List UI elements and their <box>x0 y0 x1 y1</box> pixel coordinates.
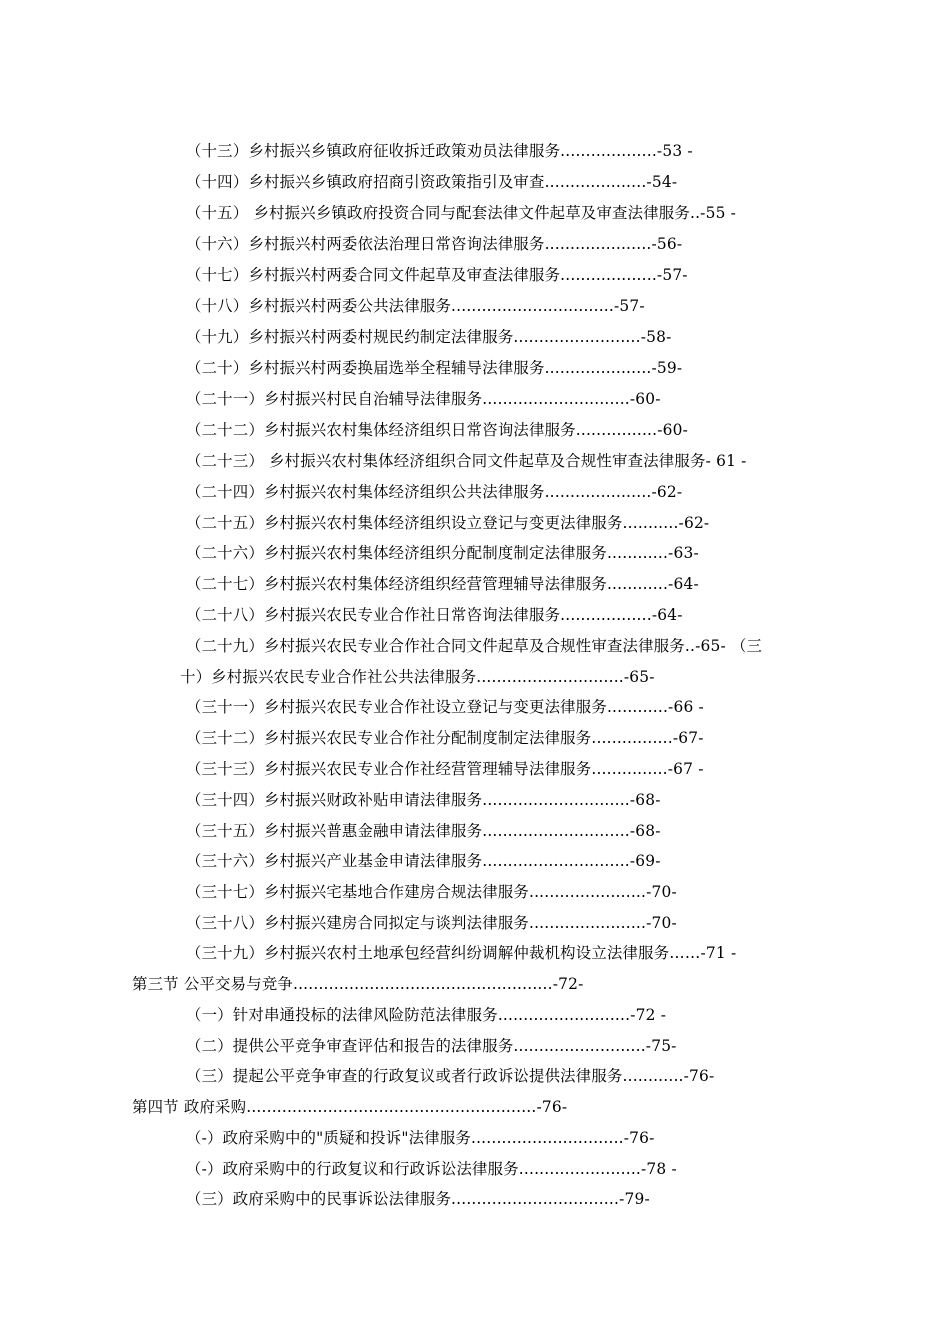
toc-entry[interactable]: （二十四）乡村振兴农村集体经济组织公共法律服务.....................-62- <box>186 483 683 501</box>
toc-entry[interactable]: （十四）乡村振兴乡镇政府招商引资政策指引及审查....................-54- <box>186 173 678 191</box>
toc-entry[interactable]: （三）提起公平竞争审查的行政复议或者行政诉讼提供法律服务............-76- <box>186 1067 715 1085</box>
toc-entry[interactable]: （二十一）乡村振兴村民自治辅导法律服务.............................-60- <box>186 390 661 408</box>
toc-entry[interactable]: （十五） 乡村振兴乡镇政府投资合同与配套法律文件起草及审查法律服务..-55 - <box>186 204 737 222</box>
toc-entry[interactable]: （十九）乡村振兴村两委村规民约制定法律服务.........................-58- <box>186 328 672 346</box>
toc-entry[interactable]: （三十六）乡村振兴产业基金申请法律服务.............................-69- <box>186 852 661 870</box>
toc-entry[interactable]: （三十九）乡村振兴农村土地承包经营纠纷调解仲裁机构设立法律服务……-71 - <box>186 944 737 962</box>
toc-entry[interactable]: （二）提供公平竞争审查评估和报告的法律服务..........................-75- <box>186 1037 677 1055</box>
toc-entry[interactable]: （二十二）乡村振兴农村集体经济组织日常咨询法律服务................-60- <box>186 421 689 439</box>
toc-entry[interactable]: （三十三）乡村振兴农民专业合作社经营管理辅导法律服务...............-67 - <box>186 760 704 778</box>
toc-entry[interactable]: （-）政府采购中的行政复议和行政诉讼法律服务........................-78 - <box>186 1160 677 1178</box>
toc-entry[interactable]: （三十四）乡村振兴财政补贴申请法律服务.............................-68- <box>186 791 661 809</box>
toc-entry[interactable]: （三十二）乡村振兴农民专业合作社分配制度制定法律服务................-67- <box>186 729 704 747</box>
toc-entry[interactable]: （二十八）乡村振兴农民专业合作社日常咨询法律服务..................-64- <box>186 606 683 624</box>
toc-entry[interactable]: （二十六）乡村振兴农村集体经济组织分配制度制定法律服务............-63- <box>186 544 699 562</box>
toc-entry[interactable]: （三十一）乡村振兴农民专业合作社设立登记与变更法律服务............-66 - <box>186 698 704 716</box>
toc-entry[interactable]: （十六）乡村振兴村两委依法治理日常咨询法律服务.....................-56- <box>186 235 683 253</box>
toc-entry[interactable]: （二十五）乡村振兴农村集体经济组织设立登记与变更法律服务...........-62- <box>186 514 710 532</box>
toc-entry[interactable]: （一）针对串通投标的法律风险防范法律服务..........................-72 - <box>186 1006 667 1024</box>
toc-entry-continuation[interactable]: 十）乡村振兴农民专业合作社公共法律服务.............................-65- <box>180 668 655 686</box>
toc-entry[interactable]: （十八）乡村振兴村两委公共法律服务................................-57- <box>186 297 645 315</box>
toc-entry[interactable]: （三十七）乡村振兴宅基地合作建房合规法律服务.......................-70- <box>186 883 677 901</box>
toc-entry[interactable]: （十三）乡村振兴乡镇政府征收拆迁政策劝员法律服务...................-53 - <box>186 142 693 160</box>
toc-entry[interactable]: （二十七）乡村振兴农村集体经济组织经营管理辅导法律服务............-64- <box>186 575 699 593</box>
toc-entry[interactable]: （二十）乡村振兴村两委换届选举全程辅导法律服务.....................-59- <box>186 359 683 377</box>
toc-section-heading[interactable]: 第四节 政府采购.........................................................-76- <box>132 1098 568 1116</box>
toc-entry[interactable]: （十七）乡村振兴村两委合同文件起草及审查法律服务...................-57- <box>186 266 688 284</box>
toc-entry[interactable]: （二十九）乡村振兴农民专业合作社合同文件起草及合规性审查法律服务..-65- （三 <box>186 637 763 655</box>
toc-entry[interactable]: （三）政府采购中的民事诉讼法律服务.................................-79- <box>186 1190 650 1208</box>
toc-entry[interactable]: （三十五）乡村振兴普惠金融申请法律服务.............................-68- <box>186 822 661 840</box>
toc-section-heading[interactable]: 第三节 公平交易与竞争...................................................-72- <box>132 975 584 993</box>
toc-entry[interactable]: （三十八）乡村振兴建房合同拟定与谈判法律服务.......................-70- <box>186 914 677 932</box>
toc-entry[interactable]: （二十三） 乡村振兴农村集体经济组织合同文件起草及合规性审查法律服务- 61 - <box>186 452 747 470</box>
toc-entry[interactable]: （-）政府采购中的"质疑和投诉"法律服务..............................-76- <box>186 1129 655 1147</box>
